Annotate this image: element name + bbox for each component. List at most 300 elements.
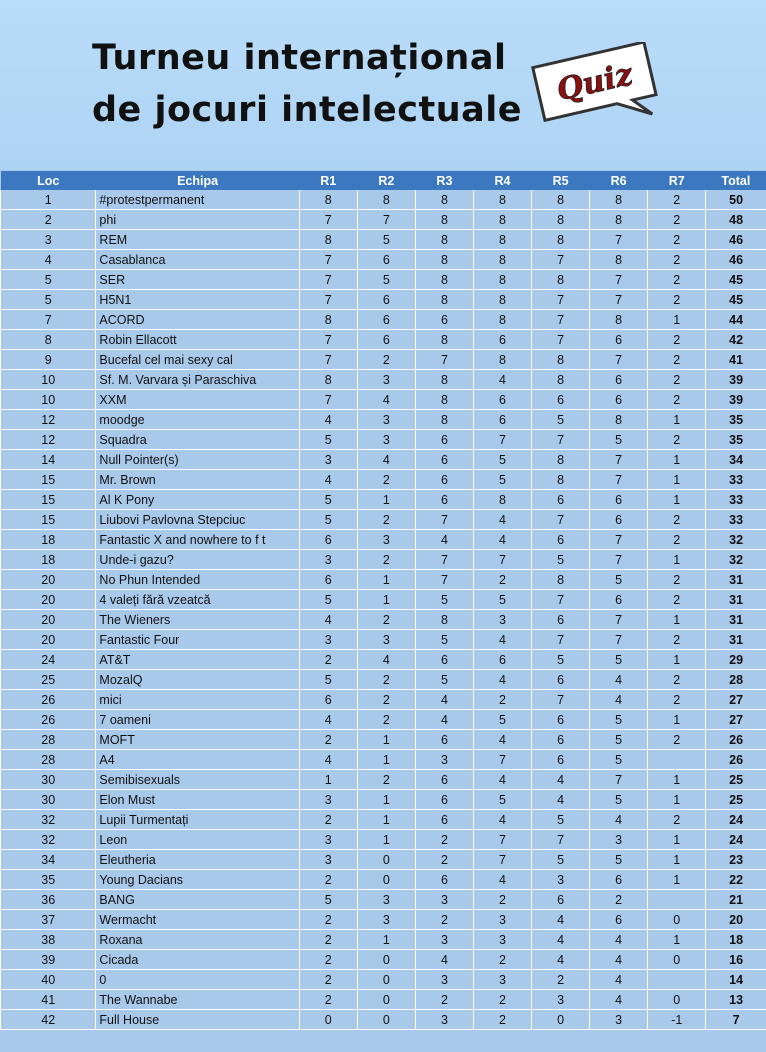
rank-cell: 3 <box>1 230 96 250</box>
r3-cell: 3 <box>415 750 473 770</box>
r7-cell: -1 <box>648 1010 706 1030</box>
r3-cell: 2 <box>415 990 473 1010</box>
r4-cell: 8 <box>473 290 531 310</box>
r7-cell: 1 <box>648 650 706 670</box>
total-cell: 23 <box>706 850 766 870</box>
r6-cell: 4 <box>590 990 648 1010</box>
r2-cell: 6 <box>357 310 415 330</box>
r6-cell: 8 <box>590 310 648 330</box>
r2-cell: 1 <box>357 490 415 510</box>
r7-cell: 2 <box>648 570 706 590</box>
team-cell: Wermacht <box>96 910 299 930</box>
team-cell: Fantastic Four <box>96 630 299 650</box>
r7-cell: 2 <box>648 530 706 550</box>
rank-cell: 36 <box>1 890 96 910</box>
r5-cell: 6 <box>532 730 590 750</box>
r3-cell: 2 <box>415 910 473 930</box>
total-cell: 39 <box>706 390 766 410</box>
r3-cell: 6 <box>415 770 473 790</box>
r6-cell: 6 <box>590 330 648 350</box>
r2-cell: 3 <box>357 410 415 430</box>
r6-cell: 7 <box>590 470 648 490</box>
r6-cell: 3 <box>590 830 648 850</box>
r1-cell: 2 <box>299 950 357 970</box>
total-cell: 22 <box>706 870 766 890</box>
team-cell: Liubovi Pavlovna Stepciuc <box>96 510 299 530</box>
r3-cell: 8 <box>415 190 473 210</box>
team-cell: Elon Must <box>96 790 299 810</box>
r6-cell: 4 <box>590 690 648 710</box>
r1-cell: 5 <box>299 670 357 690</box>
r2-cell: 6 <box>357 290 415 310</box>
quiz-badge-label: Quiz <box>553 56 636 109</box>
r6-cell: 7 <box>590 530 648 550</box>
r3-cell: 3 <box>415 930 473 950</box>
r5-cell: 2 <box>532 970 590 990</box>
table-row <box>1 670 766 690</box>
r6-cell: 7 <box>590 610 648 630</box>
r4-cell: 4 <box>473 730 531 750</box>
r5-cell: 7 <box>532 310 590 330</box>
table-row <box>1 850 766 870</box>
r4-cell: 4 <box>473 370 531 390</box>
r6-cell: 7 <box>590 770 648 790</box>
table-row <box>1 430 766 450</box>
r4-cell: 8 <box>473 190 531 210</box>
team-cell: BANG <box>96 890 299 910</box>
table-row <box>1 270 766 290</box>
r4-cell: 7 <box>473 430 531 450</box>
column-header-r7: R7 <box>648 171 706 190</box>
r2-cell: 6 <box>357 250 415 270</box>
team-cell: Squadra <box>96 430 299 450</box>
r5-cell: 4 <box>532 950 590 970</box>
total-cell: 26 <box>706 750 766 770</box>
r3-cell: 2 <box>415 850 473 870</box>
team-cell: Roxana <box>96 930 299 950</box>
table-row <box>1 990 766 1010</box>
total-cell: 42 <box>706 330 766 350</box>
r2-cell: 2 <box>357 770 415 790</box>
r4-cell: 4 <box>473 870 531 890</box>
r3-cell: 8 <box>415 210 473 230</box>
r4-cell: 8 <box>473 230 531 250</box>
rank-cell: 39 <box>1 950 96 970</box>
total-cell: 27 <box>706 710 766 730</box>
r7-cell: 2 <box>648 390 706 410</box>
rank-cell: 38 <box>1 930 96 950</box>
r7-cell: 0 <box>648 990 706 1010</box>
r3-cell: 6 <box>415 650 473 670</box>
table-row <box>1 550 766 570</box>
r3-cell: 3 <box>415 890 473 910</box>
total-cell: 41 <box>706 350 766 370</box>
r7-cell: 2 <box>648 510 706 530</box>
total-cell: 26 <box>706 730 766 750</box>
rank-cell: 15 <box>1 490 96 510</box>
r6-cell: 4 <box>590 670 648 690</box>
r4-cell: 3 <box>473 910 531 930</box>
r1-cell: 4 <box>299 610 357 630</box>
total-cell: 29 <box>706 650 766 670</box>
r7-cell <box>648 750 706 770</box>
r4-cell: 7 <box>473 750 531 770</box>
r3-cell: 3 <box>415 1010 473 1030</box>
r2-cell: 6 <box>357 330 415 350</box>
r6-cell: 5 <box>590 730 648 750</box>
r5-cell: 4 <box>532 930 590 950</box>
r1-cell: 8 <box>299 190 357 210</box>
r6-cell: 8 <box>590 210 648 230</box>
r2-cell: 0 <box>357 970 415 990</box>
table-row <box>1 310 766 330</box>
r7-cell: 2 <box>648 330 706 350</box>
rank-cell: 35 <box>1 870 96 890</box>
r7-cell: 1 <box>648 930 706 950</box>
r7-cell: 2 <box>648 230 706 250</box>
r4-cell: 8 <box>473 490 531 510</box>
table-row <box>1 610 766 630</box>
table-body <box>1 190 766 1030</box>
r1-cell: 2 <box>299 970 357 990</box>
r2-cell: 4 <box>357 650 415 670</box>
rank-cell: 41 <box>1 990 96 1010</box>
total-cell: 7 <box>706 1010 766 1030</box>
r7-cell: 2 <box>648 270 706 290</box>
r6-cell: 4 <box>590 970 648 990</box>
r5-cell: 7 <box>532 690 590 710</box>
r3-cell: 2 <box>415 830 473 850</box>
rank-cell: 25 <box>1 670 96 690</box>
r5-cell: 8 <box>532 450 590 470</box>
table-row <box>1 650 766 670</box>
r3-cell: 8 <box>415 230 473 250</box>
r4-cell: 8 <box>473 270 531 290</box>
r4-cell: 5 <box>473 470 531 490</box>
r4-cell: 2 <box>473 890 531 910</box>
table-row <box>1 1010 766 1030</box>
table-row <box>1 950 766 970</box>
r5-cell: 7 <box>532 330 590 350</box>
r5-cell: 6 <box>532 530 590 550</box>
r1-cell: 3 <box>299 450 357 470</box>
r6-cell: 6 <box>590 370 648 390</box>
rank-cell: 5 <box>1 290 96 310</box>
r5-cell: 6 <box>532 890 590 910</box>
r1-cell: 0 <box>299 1010 357 1030</box>
r7-cell: 0 <box>648 910 706 930</box>
r1-cell: 6 <box>299 530 357 550</box>
total-cell: 33 <box>706 490 766 510</box>
r5-cell: 0 <box>532 1010 590 1030</box>
r3-cell: 7 <box>415 350 473 370</box>
team-cell: SER <box>96 270 299 290</box>
column-header-loc: Loc <box>1 171 96 190</box>
r5-cell: 6 <box>532 670 590 690</box>
r4-cell: 5 <box>473 790 531 810</box>
team-cell: Full House <box>96 1010 299 1030</box>
r1-cell: 2 <box>299 990 357 1010</box>
team-cell: phi <box>96 210 299 230</box>
r5-cell: 8 <box>532 230 590 250</box>
r3-cell: 8 <box>415 270 473 290</box>
r3-cell: 8 <box>415 330 473 350</box>
r2-cell: 1 <box>357 930 415 950</box>
r6-cell: 8 <box>590 410 648 430</box>
r7-cell: 1 <box>648 830 706 850</box>
table-row <box>1 790 766 810</box>
team-cell: No Phun Intended <box>96 570 299 590</box>
rank-cell: 20 <box>1 610 96 630</box>
rank-cell: 32 <box>1 830 96 850</box>
r3-cell: 6 <box>415 310 473 330</box>
r2-cell: 2 <box>357 690 415 710</box>
r7-cell <box>648 970 706 990</box>
team-cell: Bucefal cel mai sexy cal <box>96 350 299 370</box>
r2-cell: 1 <box>357 810 415 830</box>
r3-cell: 4 <box>415 530 473 550</box>
r2-cell: 0 <box>357 850 415 870</box>
r2-cell: 4 <box>357 390 415 410</box>
table-header-row <box>1 171 766 190</box>
r1-cell: 3 <box>299 630 357 650</box>
r7-cell: 2 <box>648 730 706 750</box>
r5-cell: 7 <box>532 430 590 450</box>
r4-cell: 4 <box>473 630 531 650</box>
table-row <box>1 750 766 770</box>
r1-cell: 5 <box>299 490 357 510</box>
r4-cell: 6 <box>473 330 531 350</box>
r1-cell: 2 <box>299 910 357 930</box>
r6-cell: 5 <box>590 750 648 770</box>
rank-cell: 12 <box>1 410 96 430</box>
r5-cell: 7 <box>532 510 590 530</box>
r2-cell: 8 <box>357 190 415 210</box>
r2-cell: 2 <box>357 550 415 570</box>
r3-cell: 8 <box>415 410 473 430</box>
column-header-echipa: Echipa <box>96 171 299 190</box>
r1-cell: 2 <box>299 930 357 950</box>
r4-cell: 4 <box>473 510 531 530</box>
column-header-r1: R1 <box>299 171 357 190</box>
r6-cell: 6 <box>590 510 648 530</box>
table-row <box>1 810 766 830</box>
r7-cell: 1 <box>648 770 706 790</box>
r4-cell: 4 <box>473 530 531 550</box>
total-cell: 24 <box>706 810 766 830</box>
table-row <box>1 190 766 210</box>
r5-cell: 8 <box>532 350 590 370</box>
r5-cell: 8 <box>532 190 590 210</box>
r6-cell: 7 <box>590 630 648 650</box>
team-cell: Mr. Brown <box>96 470 299 490</box>
r1-cell: 2 <box>299 810 357 830</box>
r1-cell: 7 <box>299 250 357 270</box>
table-row <box>1 970 766 990</box>
r2-cell: 3 <box>357 530 415 550</box>
r2-cell: 1 <box>357 590 415 610</box>
column-header-r5: R5 <box>532 171 590 190</box>
r1-cell: 7 <box>299 390 357 410</box>
team-cell: Al K Pony <box>96 490 299 510</box>
r3-cell: 5 <box>415 670 473 690</box>
r1-cell: 4 <box>299 470 357 490</box>
column-header-r6: R6 <box>590 171 648 190</box>
r4-cell: 6 <box>473 650 531 670</box>
r4-cell: 6 <box>473 390 531 410</box>
r3-cell: 6 <box>415 790 473 810</box>
r4-cell: 7 <box>473 550 531 570</box>
total-cell: 20 <box>706 910 766 930</box>
r1-cell: 7 <box>299 290 357 310</box>
r5-cell: 8 <box>532 270 590 290</box>
r6-cell: 5 <box>590 850 648 870</box>
table-row <box>1 330 766 350</box>
table-row <box>1 370 766 390</box>
team-cell: The Wieners <box>96 610 299 630</box>
rank-cell: 1 <box>1 190 96 210</box>
r1-cell: 2 <box>299 650 357 670</box>
r4-cell: 8 <box>473 310 531 330</box>
total-cell: 44 <box>706 310 766 330</box>
r3-cell: 6 <box>415 430 473 450</box>
r4-cell: 4 <box>473 670 531 690</box>
r5-cell: 8 <box>532 210 590 230</box>
rank-cell: 18 <box>1 550 96 570</box>
table-row <box>1 350 766 370</box>
team-cell: #protestpermanent <box>96 190 299 210</box>
r1-cell: 7 <box>299 330 357 350</box>
r4-cell: 3 <box>473 930 531 950</box>
r4-cell: 2 <box>473 990 531 1010</box>
table-row <box>1 570 766 590</box>
table-row <box>1 870 766 890</box>
rank-cell: 30 <box>1 770 96 790</box>
r5-cell: 6 <box>532 490 590 510</box>
total-cell: 13 <box>706 990 766 1010</box>
r1-cell: 3 <box>299 830 357 850</box>
team-cell: 4 valeți fără vzeatcă <box>96 590 299 610</box>
team-cell: MOFT <box>96 730 299 750</box>
rank-cell: 20 <box>1 570 96 590</box>
r7-cell: 0 <box>648 950 706 970</box>
table-row <box>1 590 766 610</box>
total-cell: 46 <box>706 230 766 250</box>
r7-cell: 2 <box>648 290 706 310</box>
r4-cell: 4 <box>473 810 531 830</box>
total-cell: 46 <box>706 250 766 270</box>
table-row <box>1 290 766 310</box>
r3-cell: 3 <box>415 970 473 990</box>
team-cell: moodge <box>96 410 299 430</box>
r6-cell: 2 <box>590 890 648 910</box>
table-row <box>1 930 766 950</box>
r5-cell: 7 <box>532 290 590 310</box>
r4-cell: 6 <box>473 410 531 430</box>
r3-cell: 8 <box>415 370 473 390</box>
total-cell: 50 <box>706 190 766 210</box>
r2-cell: 2 <box>357 350 415 370</box>
rank-cell: 42 <box>1 1010 96 1030</box>
total-cell: 25 <box>706 770 766 790</box>
team-cell: Eleutheria <box>96 850 299 870</box>
r1-cell: 4 <box>299 750 357 770</box>
total-cell: 32 <box>706 530 766 550</box>
team-cell: Robin Ellacott <box>96 330 299 350</box>
column-header-r4: R4 <box>473 171 531 190</box>
r1-cell: 8 <box>299 370 357 390</box>
r3-cell: 6 <box>415 470 473 490</box>
total-cell: 24 <box>706 830 766 850</box>
table-row <box>1 390 766 410</box>
table-row <box>1 410 766 430</box>
r3-cell: 6 <box>415 870 473 890</box>
r7-cell: 1 <box>648 310 706 330</box>
rank-cell: 8 <box>1 330 96 350</box>
r4-cell: 5 <box>473 710 531 730</box>
rank-cell: 34 <box>1 850 96 870</box>
team-cell: ACORD <box>96 310 299 330</box>
r7-cell: 1 <box>648 410 706 430</box>
title-line-1: Turneu internațional <box>92 38 507 78</box>
r6-cell: 7 <box>590 290 648 310</box>
r5-cell: 5 <box>532 850 590 870</box>
r2-cell: 2 <box>357 610 415 630</box>
r4-cell: 7 <box>473 850 531 870</box>
r1-cell: 7 <box>299 350 357 370</box>
table-row <box>1 210 766 230</box>
r7-cell: 2 <box>648 210 706 230</box>
rank-cell: 26 <box>1 710 96 730</box>
r6-cell: 6 <box>590 490 648 510</box>
r4-cell: 2 <box>473 950 531 970</box>
rank-cell: 20 <box>1 590 96 610</box>
rank-cell: 10 <box>1 390 96 410</box>
r2-cell: 2 <box>357 470 415 490</box>
r7-cell: 1 <box>648 870 706 890</box>
r5-cell: 5 <box>532 410 590 430</box>
r2-cell: 3 <box>357 370 415 390</box>
team-cell: MozalQ <box>96 670 299 690</box>
r4-cell: 4 <box>473 770 531 790</box>
column-header-r2: R2 <box>357 171 415 190</box>
r6-cell: 4 <box>590 950 648 970</box>
r6-cell: 7 <box>590 230 648 250</box>
r6-cell: 8 <box>590 250 648 270</box>
r6-cell: 6 <box>590 910 648 930</box>
r2-cell: 3 <box>357 890 415 910</box>
r3-cell: 7 <box>415 570 473 590</box>
team-cell: 7 oameni <box>96 710 299 730</box>
r4-cell: 5 <box>473 450 531 470</box>
table-row <box>1 250 766 270</box>
r2-cell: 5 <box>357 270 415 290</box>
r7-cell: 2 <box>648 350 706 370</box>
r3-cell: 4 <box>415 690 473 710</box>
rank-cell: 28 <box>1 750 96 770</box>
rank-cell: 20 <box>1 630 96 650</box>
total-cell: 31 <box>706 590 766 610</box>
r4-cell: 2 <box>473 570 531 590</box>
title-line-2: de jocuri intelectuale <box>92 90 522 130</box>
r2-cell: 1 <box>357 830 415 850</box>
r3-cell: 8 <box>415 390 473 410</box>
r5-cell: 4 <box>532 770 590 790</box>
team-cell: REM <box>96 230 299 250</box>
team-cell: XXM <box>96 390 299 410</box>
team-cell: Casablanca <box>96 250 299 270</box>
r1-cell: 2 <box>299 730 357 750</box>
